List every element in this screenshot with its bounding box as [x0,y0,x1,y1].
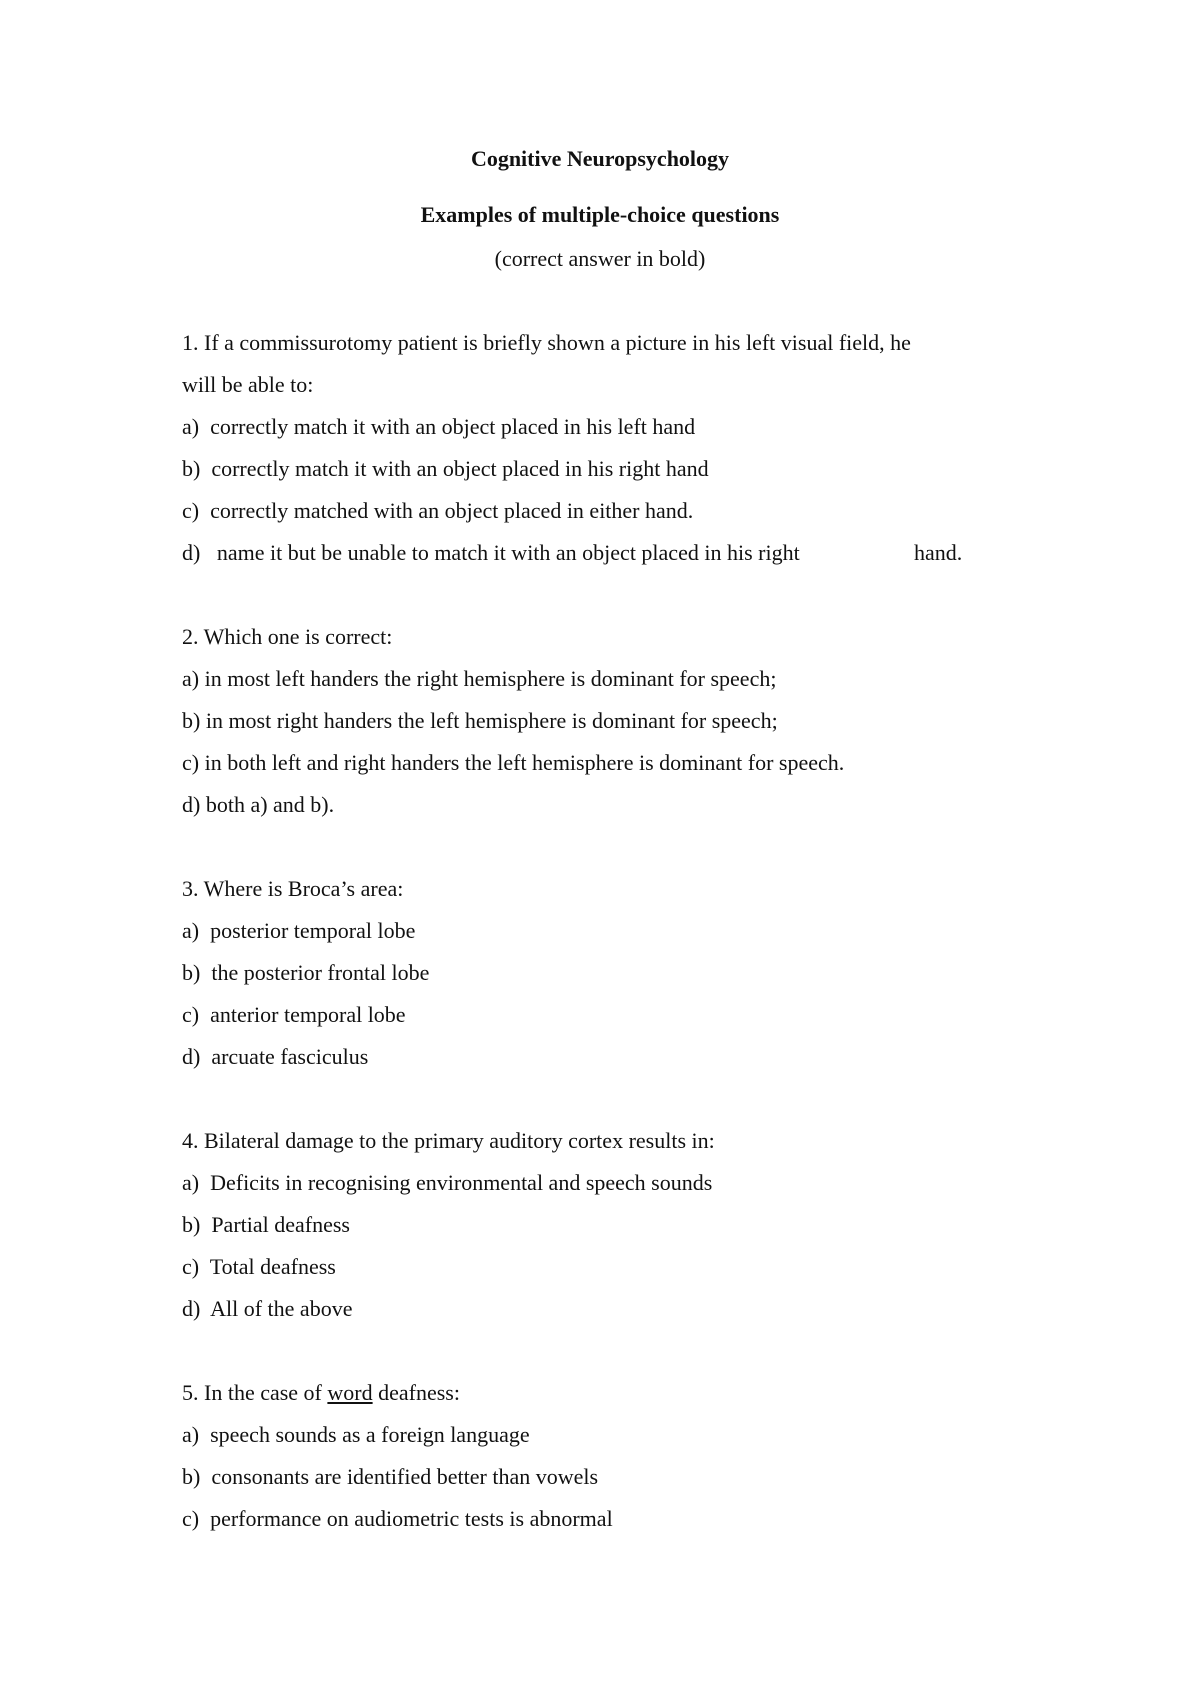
question-4-option-c: c) Total deafness [182,1254,336,1279]
question-1-stem-line-1: 1. If a commissurotomy patient is briefly shown a picture in his left visual field, he [182,330,911,355]
question-4-option-a: a) Deficits in recognising environmental and speech sounds [182,1170,713,1195]
question-1-option-c: c) correctly matched with an object placed in either hand. [182,498,694,523]
question-3-option-d: d) arcuate fasciculus [182,1044,369,1069]
question-3-stem: 3. Where is Broca’s area: [182,876,404,901]
question-3-option-b: b) the posterior frontal lobe [182,960,430,985]
question-1-option-b: b) correctly match it with an object placed in his right hand [182,456,709,481]
question-1-option-d-text: d) name it but be unable to match it with an object placed in his right [182,540,800,565]
question-5-option-c: c) performance on audiometric tests is abnormal [182,1506,613,1531]
question-1-option-d-tail: hand. [914,540,963,565]
question-4-option-b: b) Partial deafness [182,1212,350,1237]
document-subtitle: Examples of multiple-choice questions [420,202,780,227]
question-2-option-c: c) in both left and right handers the left hemisphere is dominant for speech. [182,750,845,775]
question-3-option-a: a) posterior temporal lobe [182,918,416,943]
question-5-option-b: b) consonants are identified better than vowels [182,1464,599,1489]
question-1-option-a: a) correctly match it with an object placed in his left hand [182,414,696,439]
question-2-option-d: d) both a) and b). [182,792,335,817]
question-2-option-a: a) in most left handers the right hemisphere is dominant for speech; [182,666,777,691]
question-4-stem: 4. Bilateral damage to the primary auditory cortex results in: [182,1128,715,1153]
question-1-stem-line-2: will be able to: [182,372,314,397]
question-2-option-b: b) in most right handers the left hemisphere is dominant for speech; [182,708,778,733]
question-3-option-c: c) anterior temporal lobe [182,1002,406,1027]
question-1-option-d [182,540,963,566]
question-4-option-d: d) All of the above [182,1296,353,1321]
question-2-stem: 2. Which one is correct: [182,624,393,649]
question-5-stem-pre: 5. In the case of [182,1380,328,1405]
question-5-stem [182,1380,460,1406]
answer-note: (correct answer in bold) [494,246,706,271]
document-title: Cognitive Neuropsychology [470,146,730,171]
question-5-stem-underlined: word [327,1380,373,1405]
question-5-option-a: a) speech sounds as a foreign language [182,1422,530,1447]
question-5-stem-post: deafness: [372,1380,460,1405]
